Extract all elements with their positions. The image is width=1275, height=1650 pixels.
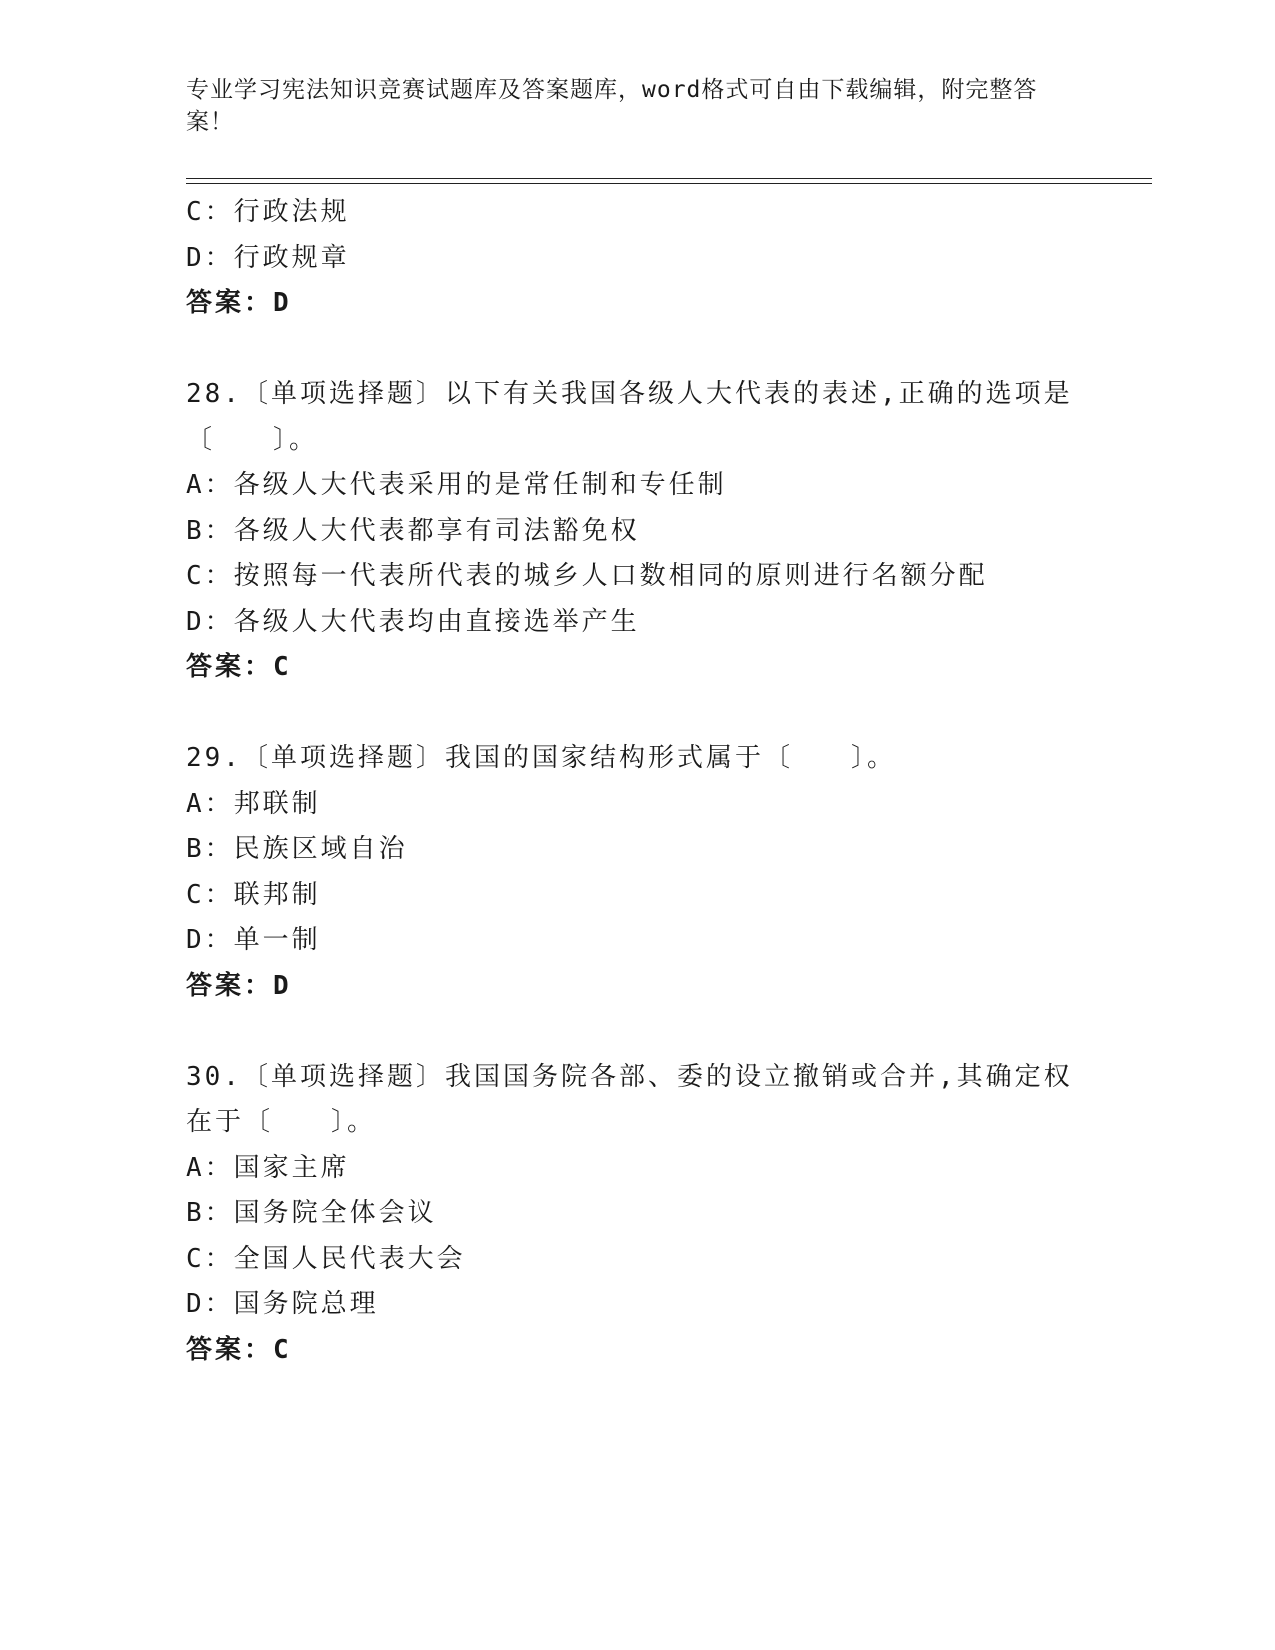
question-30 <box>186 1055 1086 1374</box>
option-c: C：联邦制 <box>186 879 321 910</box>
question-stem: 29.〔单项选择题〕我国的国家结构形式属于〔 〕。 <box>186 743 896 773</box>
answer: 答案：D <box>186 970 292 1001</box>
option-c: C：按照每一代表所代表的城乡人口数相同的原则进行名额分配 <box>186 561 988 591</box>
option-a: A：国家主席 <box>186 1152 350 1183</box>
header-line-1: 专业学习宪法知识竞赛试题库及答案题库，word格式可自由下载编辑，附完整答 <box>186 77 1038 103</box>
header-line-2: 案！ <box>186 109 234 135</box>
spacer <box>186 1009 1086 1055</box>
answer: 答案：C <box>186 1334 292 1365</box>
question-stem: 30.〔单项选择题〕我国国务院各部、委的设立撤销或合并,其确定权 <box>186 1061 1073 1092</box>
question-28 <box>186 372 1086 691</box>
header-divider-top <box>186 178 1152 179</box>
option-c: C：全国人民代表大会 <box>186 1243 466 1274</box>
question-stem-cont: 在于〔 〕。 <box>186 1107 377 1137</box>
question-stem: 28.〔单项选择题〕以下有关我国各级人大代表的表述,正确的选项是 <box>186 379 1073 409</box>
option-d: D：国务院总理 <box>186 1289 379 1319</box>
option-b: B：各级人大代表都享有司法豁免权 <box>186 515 640 546</box>
question-29 <box>186 736 1086 1009</box>
spacer <box>186 691 1086 737</box>
question-27-continued <box>186 190 1086 327</box>
option-d: D：单一制 <box>186 925 321 955</box>
option-c: C：行政法规 <box>186 197 350 227</box>
option-b: B：国务院全体会议 <box>186 1198 437 1228</box>
question-stem-cont: 〔 〕。 <box>186 424 319 455</box>
option-a: A：各级人大代表采用的是常任制和专任制 <box>186 470 727 500</box>
option-b: B：民族区域自治 <box>186 834 408 864</box>
spacer <box>186 327 1086 373</box>
header-divider-bottom <box>186 183 1152 184</box>
option-a: A：邦联制 <box>186 788 321 819</box>
question-list <box>186 190 1086 1373</box>
option-d: D：行政规章 <box>186 242 350 273</box>
answer: 答案：C <box>186 652 292 682</box>
document-header <box>186 74 1066 138</box>
answer: 答案：D <box>186 288 292 318</box>
option-d: D：各级人大代表均由直接选举产生 <box>186 606 640 637</box>
